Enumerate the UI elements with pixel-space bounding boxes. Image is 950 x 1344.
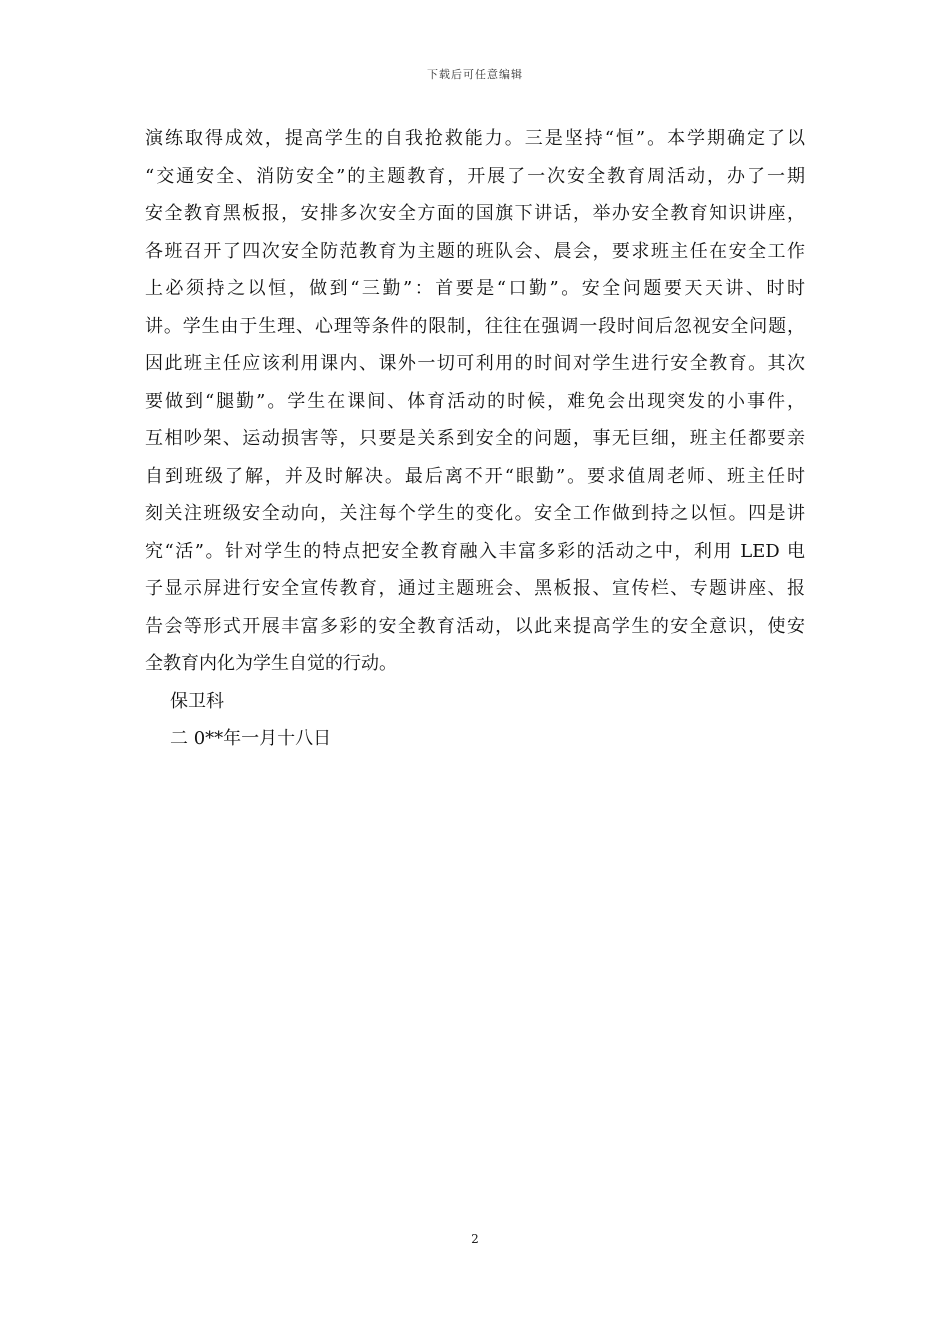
body-line: 演练取得成效，提高学生的自我抢救能力。三是坚持“恒”。本学期确定了以: [145, 128, 805, 149]
page-header: 下载后可任意编辑: [427, 68, 523, 81]
signature-date: 二 0**年一月十八日: [170, 728, 332, 749]
body-line: 因此班主任应该利用课内、课外一切可利用的时间对学生进行安全教育。其次: [145, 353, 805, 374]
body-line: 刻关注班级安全动向，关注每个学生的变化。安全工作做到持之以恒。四是讲: [145, 503, 805, 524]
body-line: 究“活”。针对学生的特点把安全教育融入丰富多彩的活动之中，利用 LED 电: [145, 540, 805, 562]
body-line: 互相吵架、运动损害等，只要是关系到安全的问题，事无巨细，班主任都要亲: [145, 428, 805, 449]
body-line: 上必须持之以恒，做到“三勤”：首要是“口勤”。安全问题要天天讲、时时: [145, 278, 805, 299]
body-line: 子显示屏进行安全宣传教育，通过主题班会、黑板报、宣传栏、专题讲座、报: [145, 578, 805, 599]
body-line: 全教育内化为学生自觉的行动。: [145, 653, 397, 674]
body-line: 安全教育黑板报，安排多次安全方面的国旗下讲话，举办安全教育知识讲座，: [145, 203, 805, 224]
body-line: 告会等形式开展丰富多彩的安全教育活动，以此来提高学生的安全意识，使安: [145, 615, 805, 637]
body-line: 要做到“腿勤”。学生在课间、体育活动的时候，难免会出现突发的小事件，: [145, 390, 805, 412]
body-line: 自到班级了解，并及时解决。最后离不开“眼勤”。要求值周老师、班主任时: [145, 465, 805, 487]
document-body: [145, 120, 805, 758]
page-number: 2: [471, 1232, 479, 1246]
body-line: 各班召开了四次安全防范教育为主题的班队会、晨会，要求班主任在安全工作: [145, 240, 805, 262]
body-line: 讲。学生由于生理、心理等条件的限制，往往在强调一段时间后忽视安全问题，: [145, 315, 805, 337]
signature-department: 保卫科: [170, 690, 224, 712]
body-line: “交通安全、消防安全”的主题教育，开展了一次安全教育周活动，办了一期: [145, 165, 805, 187]
